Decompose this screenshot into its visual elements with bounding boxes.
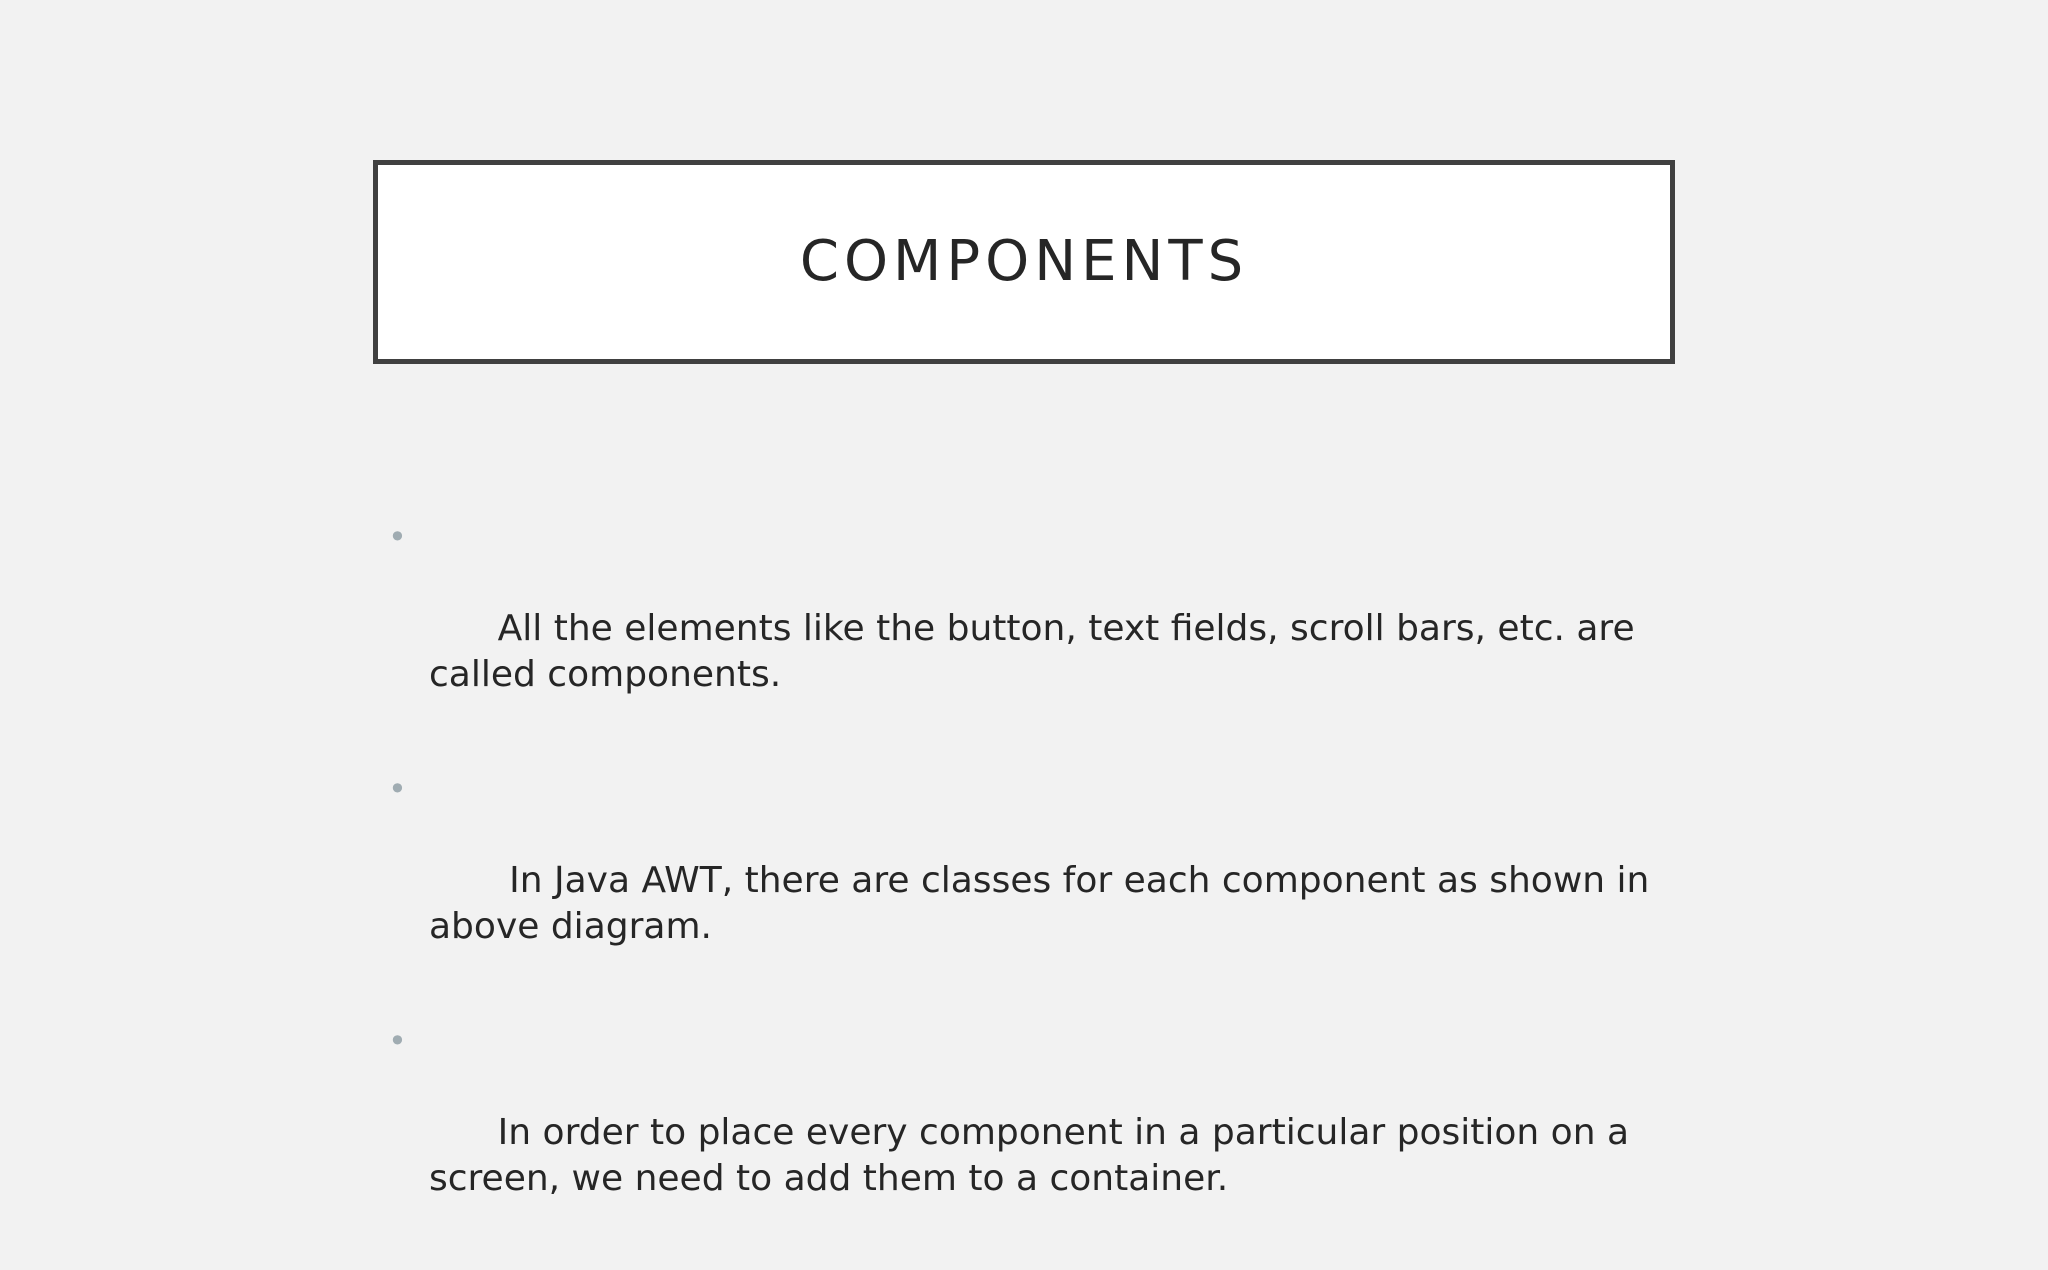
bullet-text: All the elements like the button, text fields, scroll bars, etc. are called components.	[429, 608, 1647, 695]
bullet-text: In order to place every component in a particular position on a screen, we need to add them to a container.	[429, 1112, 1641, 1199]
bullet-item	[386, 514, 1686, 744]
slide-title: COMPONENTS	[799, 229, 1249, 294]
bullet-text: In Java AWT, there are classes for each component as shown in above diagram.	[429, 860, 1661, 947]
title-box	[373, 160, 1675, 364]
bullet-item	[386, 766, 1686, 996]
bullet-list	[386, 514, 1686, 1270]
bullet-icon: •	[388, 518, 407, 556]
bullet-icon: •	[388, 770, 407, 808]
bullet-item	[386, 1018, 1686, 1248]
bullet-icon: •	[388, 1022, 407, 1060]
